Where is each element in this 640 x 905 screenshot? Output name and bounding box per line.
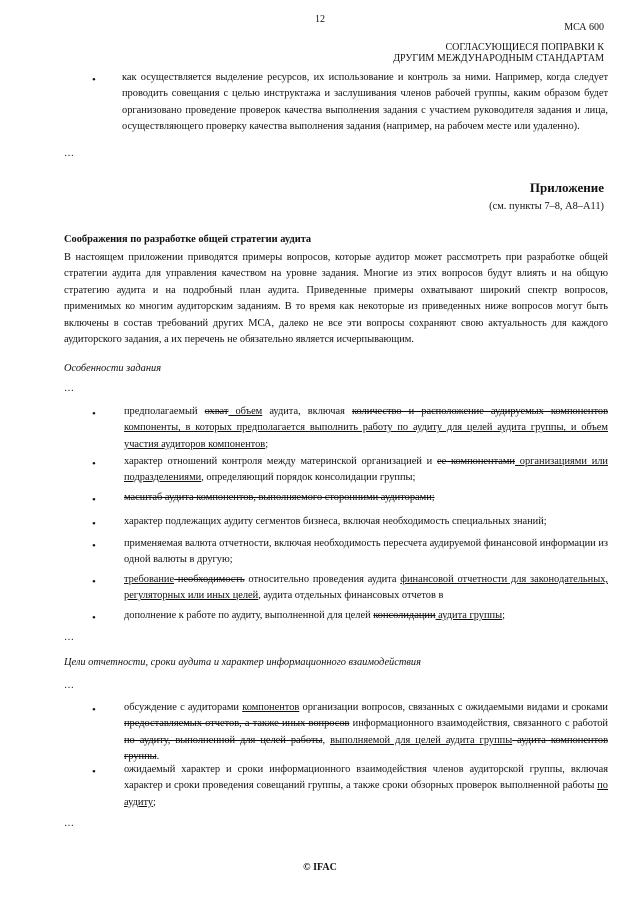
bullet-icon: • xyxy=(92,74,96,86)
appendix-reference: (см. пункты 7–8, A8–A11) xyxy=(489,201,604,212)
engagement-item-requirement: требование необходимость относительно проведения аудита финансовой отчетности для законодательных, регуляторных или иных целей, аудита отдельных финансовых отчетов в xyxy=(124,574,608,602)
running-header-line1: СОГЛАСУЮЩИЕСЯ ПОПРАВКИ К xyxy=(445,42,604,53)
ellipsis-1: … xyxy=(64,148,75,159)
engagement-item-component-scale: масштаб аудита компонентов, выполняемого сторонними аудиторами; xyxy=(124,492,435,503)
engagement-item-supplement: дополнение к работе по аудиту, выполненной для целей консолидации аудита группы; xyxy=(124,610,505,621)
ellipsis-4: … xyxy=(64,680,75,691)
intro-bullet-text: как осуществляется выделение ресурсов, их использование и контроль за ними. Например, когда следует проводить совещания с целью инструктажа и заслушивания членов рабочей группы, каким образом будет организовано проведение проверок качества выполнения задания с участием руководителя задания и лица, осуществляющего проверку качества выполнения задания (например, на рабочем месте или удаленно). xyxy=(122,72,608,133)
ellipsis-3: … xyxy=(64,632,75,643)
document-code: МСА 600 xyxy=(564,22,604,33)
reporting-subtitle: Цели отчетности, сроки аудита и характер информационного взаимодействия xyxy=(64,657,421,668)
engagement-subtitle: Особенности задания xyxy=(64,363,162,374)
copyright-footer: © IFAC xyxy=(303,862,337,873)
ellipsis-5: … xyxy=(64,818,75,829)
running-header xyxy=(393,42,604,64)
bullet-icon: • xyxy=(92,408,96,420)
reporting-item-discussion: обсуждение с аудиторами компонентов организации вопросов, связанных с ожидаемыми видами и сроками предоставляемых отчетов, а также иных вопросов информационного взаимодействия, связанного с работой по аудиту, выполненной для целей работы, выполняемой для целей аудита группы аудита компонентов группы. xyxy=(124,702,608,763)
bullet-icon: • xyxy=(92,494,96,506)
bullet-icon: • xyxy=(92,766,96,778)
engagement-item-segments: характер подлежащих аудиту сегментов бизнеса, включая необходимость специальных знаний; xyxy=(124,516,547,527)
ellipsis-2: … xyxy=(64,383,75,394)
bullet-icon: • xyxy=(92,612,96,624)
engagement-item-scope: предполагаемый охват объем аудита, включая количество и расположение аудируемых компонентов компоненты, в которых предполагается выполнить работу по аудиту для целей аудита группы, и объем участия аудиторов компонентов; xyxy=(124,406,608,450)
engagement-item-control: характер отношений контроля между материнской организацией и ее компонентами организациями или подразделениями, определяющий порядок консолидации группы; xyxy=(124,456,608,484)
section-title: Соображения по разработке общей стратегии аудита xyxy=(64,234,312,245)
bullet-icon: • xyxy=(92,704,96,716)
running-header-line2: ДРУГИМ МЕЖДУНАРОДНЫМ СТАНДАРТАМ xyxy=(393,53,604,64)
engagement-item-currency: применяемая валюта отчетности, включая необходимость пересчета аудируемой финансовой информации из одной валюты в другую; xyxy=(124,538,608,566)
bullet-icon: • xyxy=(92,518,96,530)
appendix-title: Приложение xyxy=(529,180,604,195)
section-intro: В настоящем приложении приводятся примеры вопросов, которые аудитор может рассмотреть при разработке общей стратегии аудита для управления качеством на уровне задания. Многие из этих вопросов будут влиять и на общую стратегию аудита и на подробный план аудита. Приведенные примеры охватывают широкий спектр вопросов, применимых ко многим аудиторским заданиям. В то время как некоторые из приведенных ниже вопросов могут быть включены в состав требований других МСА, далеко не все эти вопросы сохраняют свою актуальность для каждого аудиторского задания, а их перечень не обязательно является исчерпывающим. xyxy=(64,252,608,346)
bullet-icon: • xyxy=(92,458,96,470)
reporting-item-communication: ожидаемый характер и сроки информационного взаимодействия членов аудиторской группы, включая характер и сроки проведения совещаний группы, а также сроки обзорных проверок выполненной работы по аудиту; xyxy=(124,764,608,808)
bullet-icon: • xyxy=(92,576,96,588)
page-number: 12 xyxy=(315,14,325,25)
bullet-icon: • xyxy=(92,540,96,552)
